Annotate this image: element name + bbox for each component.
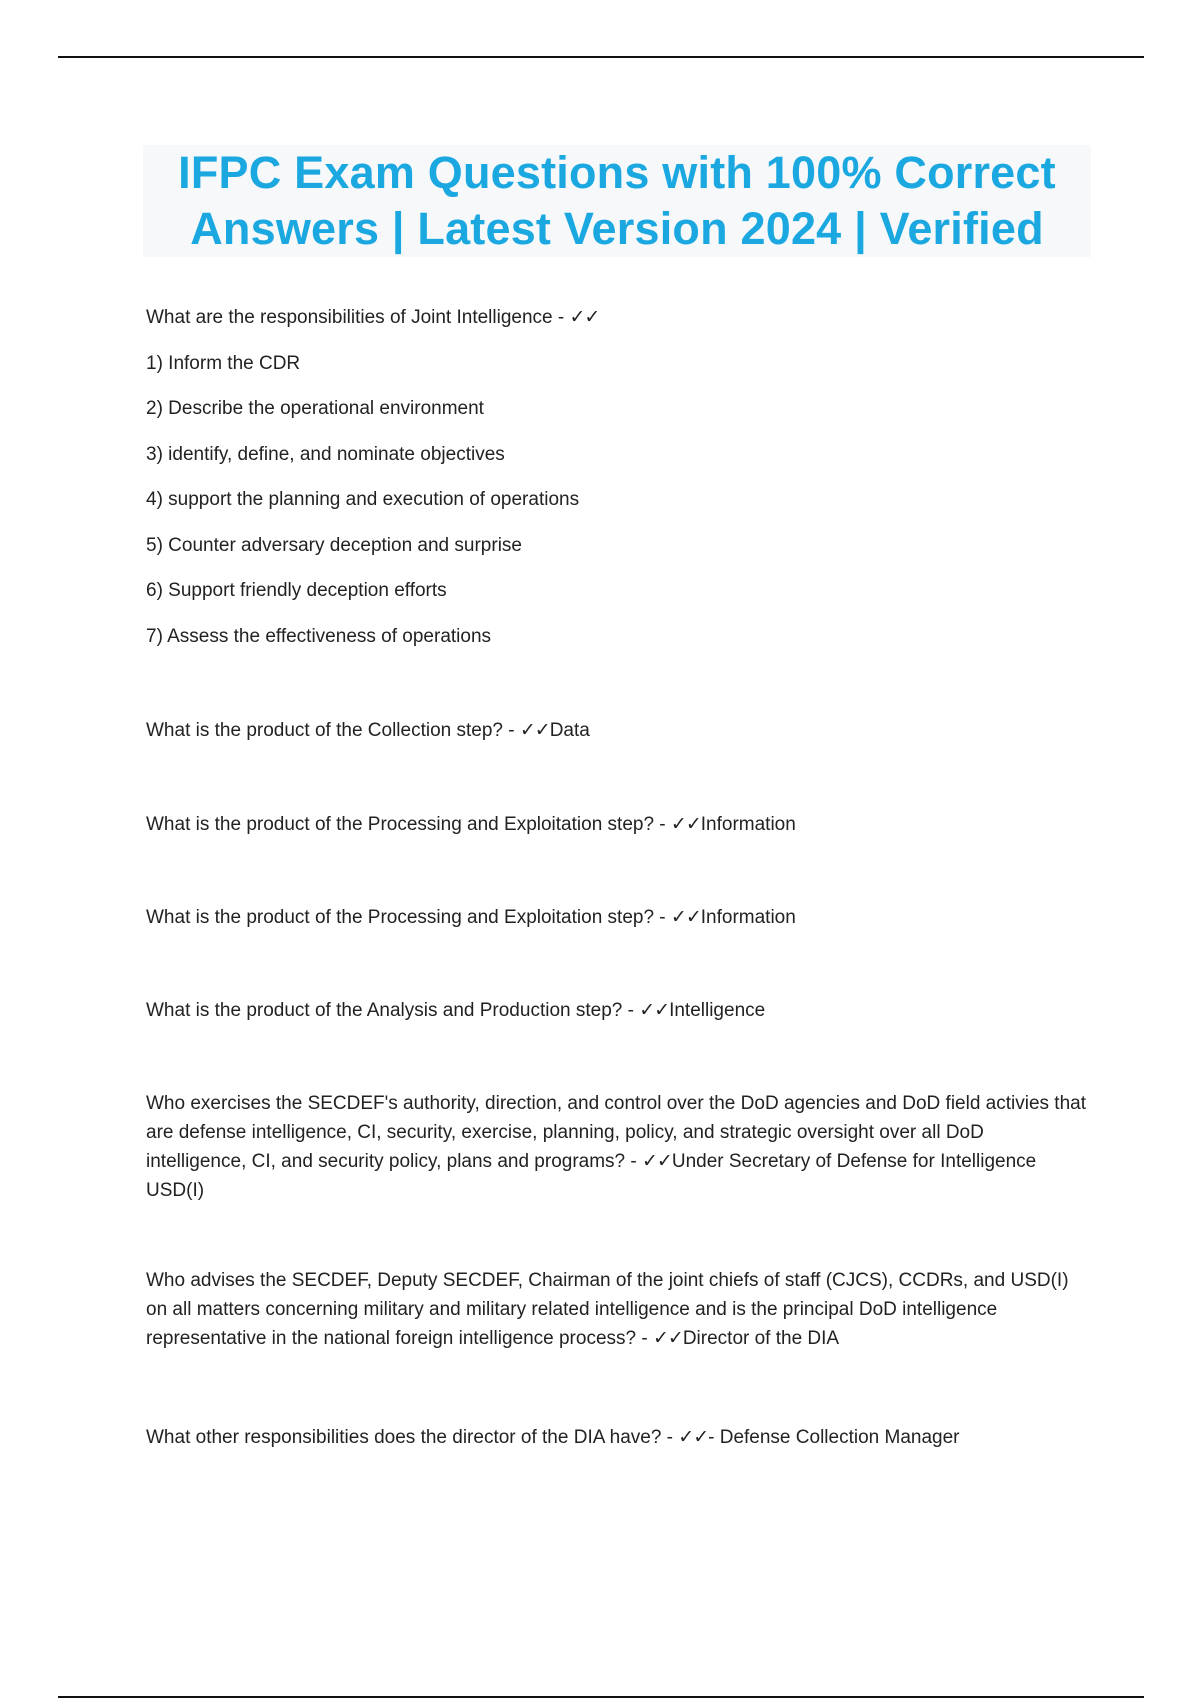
question-2: What is the product of the Collection step? - ✓✓Data <box>146 719 590 741</box>
check-icon: ✓✓ <box>639 999 670 1021</box>
list-item: 4) support the planning and execution of operations <box>146 489 580 510</box>
title-banner <box>143 145 1091 257</box>
question-4: What is the product of the Processing and Exploitation step? - ✓✓Information <box>146 906 796 928</box>
question-7: Who advises the SECDEF, Deputy SECDEF, Chairman of the joint chiefs of staff (CJCS), CCDRs, and USD(I) on all matters concerning military and military related intelligence and is the principal DoD intelligence representative in the national foreign intelligence process? - ✓✓Director of the DIA <box>146 1270 1069 1349</box>
question-5: What is the product of the Analysis and Production step? - ✓✓Intelligence <box>146 999 766 1021</box>
list-item: 1) Inform the CDR <box>146 353 301 374</box>
bottom-rule <box>58 1696 1144 1698</box>
question-3: What is the product of the Processing and Exploitation step? - ✓✓Information <box>146 813 796 835</box>
check-icon: ✓✓ <box>678 1426 709 1448</box>
list-item: 6) Support friendly deception efforts <box>146 580 447 601</box>
answer: Intelligence <box>669 1000 766 1021</box>
question-1: What are the responsibilities of Joint Intelligence - ✓✓ <box>146 306 600 328</box>
answer: Information <box>700 907 796 928</box>
top-rule <box>58 56 1144 58</box>
answer: Under Secretary of Defense for Intelligence USD(I) <box>146 1151 1037 1201</box>
document-title <box>178 145 1056 257</box>
check-icon: ✓✓ <box>652 1327 683 1349</box>
title-line-2: Answers | Latest Version 2024 | Verified <box>190 203 1044 254</box>
question-6: Who exercises the SECDEF's authority, direction, and control over the DoD agencies and DoD field activies that are defense intelligence, CI, security, exercise, planning, policy, and strategic oversight over all DoD intelligence, CI, and security policy, plans and programs? - ✓✓Under Secretary of Defense for Intelligence USD(I) <box>146 1093 1086 1201</box>
question-8: What other responsibilities does the director of the DIA have? - ✓✓- Defense Collection Manager <box>146 1426 960 1448</box>
check-icon: ✓✓ <box>670 906 701 928</box>
list-item: 2) Describe the operational environment <box>146 398 484 419</box>
answer: - Defense Collection Manager <box>708 1427 960 1448</box>
answer: Information <box>700 814 796 835</box>
list-item: 3) identify, define, and nominate objectives <box>146 444 505 465</box>
answer: Data <box>549 720 590 741</box>
answer: Director of the DIA <box>682 1328 840 1349</box>
check-icon: ✓✓ <box>642 1150 672 1172</box>
list-item: 7) Assess the effectiveness of operations <box>146 626 492 647</box>
list-item: 5) Counter adversary deception and surprise <box>146 535 522 556</box>
title-line-1: IFPC Exam Questions with 100% Correct <box>178 147 1056 198</box>
check-icon: ✓✓ <box>569 306 600 328</box>
check-icon: ✓✓ <box>670 813 701 835</box>
check-icon: ✓✓ <box>519 719 550 741</box>
